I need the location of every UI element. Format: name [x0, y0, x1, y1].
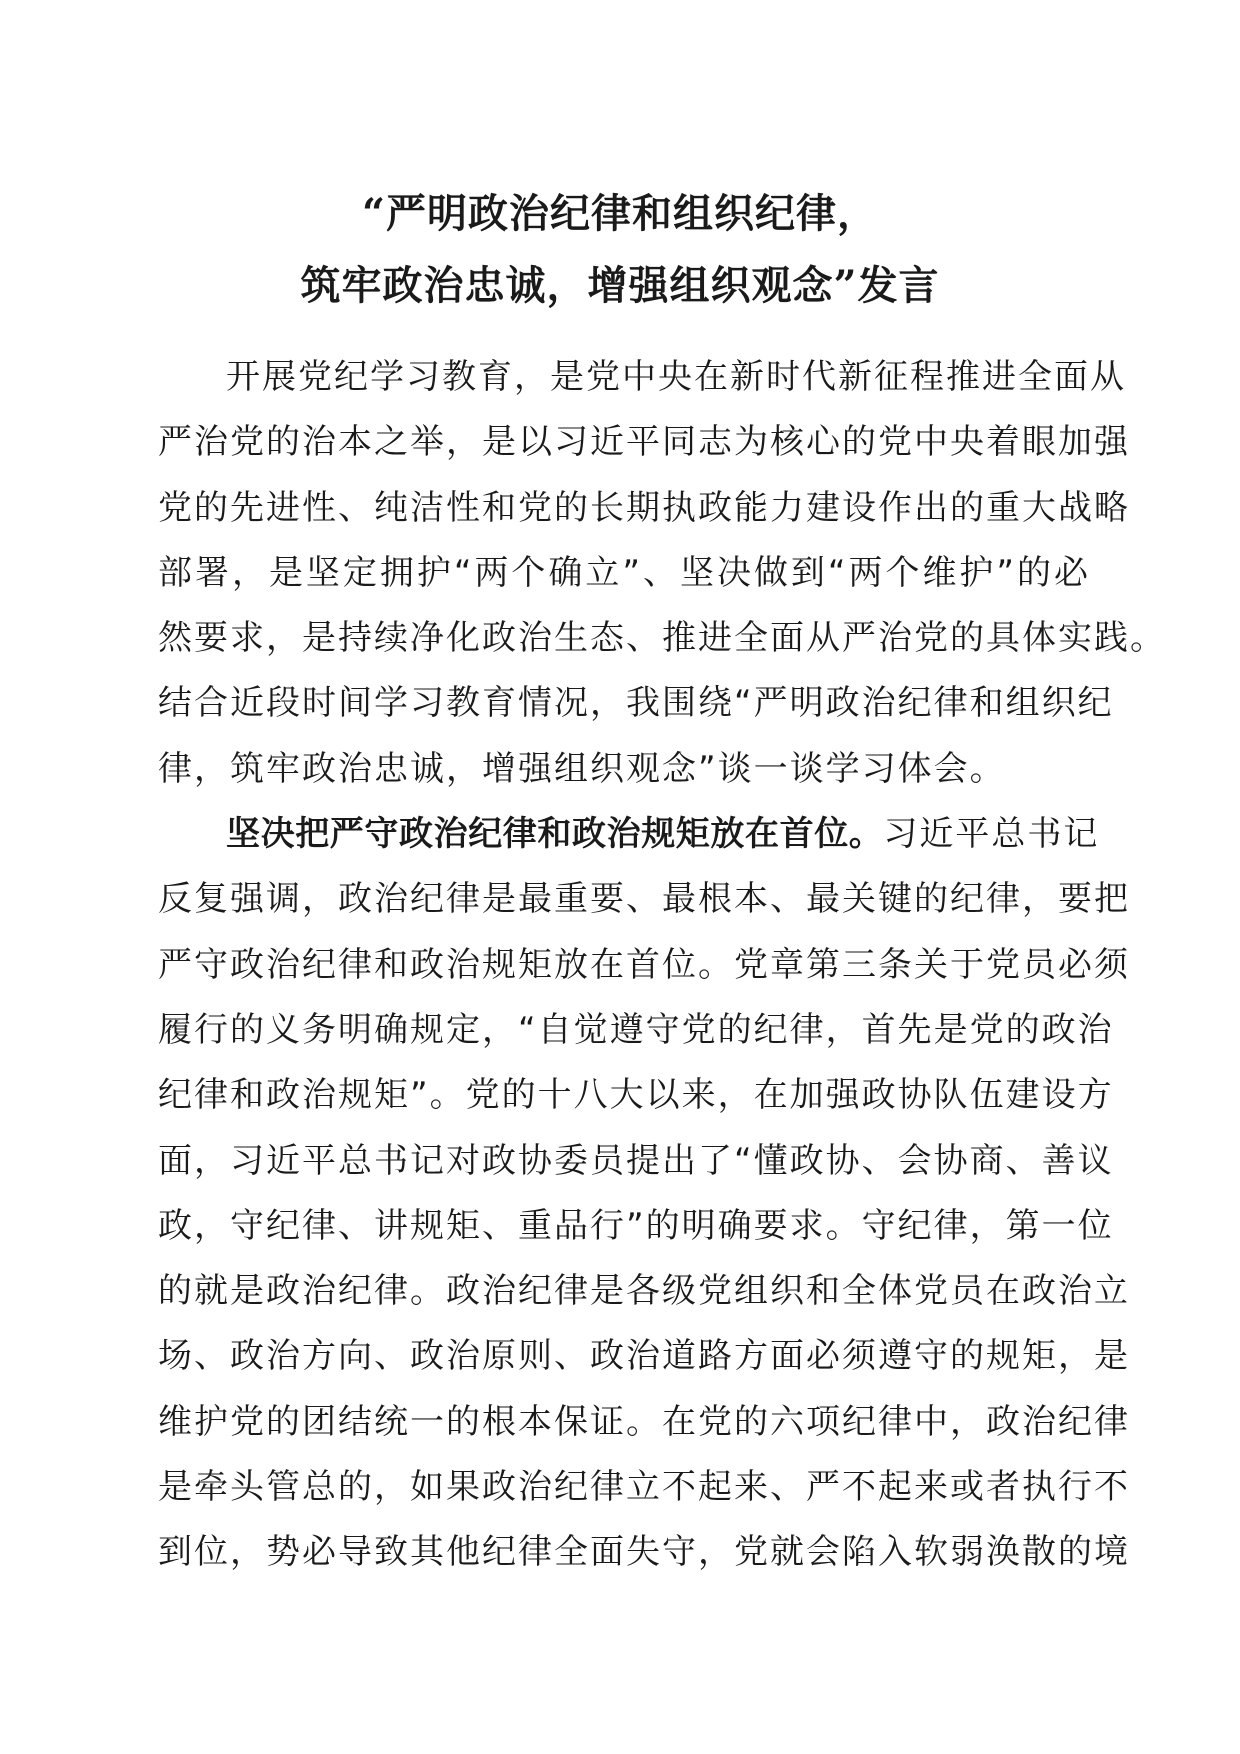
text-line: 然要求，是持续净化政治生态、推进全面从严治党的具体实践。: [158, 618, 1166, 659]
heading-continuation: 习近平总书记: [883, 814, 1100, 855]
text-line: 纪律和政治规矩”。党的十八大以来，在加强政协队伍建设方: [158, 1075, 1114, 1116]
text-line: 部署，是坚定拥护“两个确立”、坚决做到“两个维护”的必: [158, 552, 1090, 593]
text-line: 到位，势必导致其他纪律全面失守，党就会陷入软弱涣散的境: [158, 1532, 1130, 1573]
text-line: 政，守纪律、讲规矩、重品行”的明确要求。守纪律，第一位: [158, 1205, 1114, 1246]
text-line: 反复强调，政治纪律是最重要、最根本、最关键的纪律，要把: [158, 879, 1130, 920]
text-line: 结合近段时间学习教育情况，我围绕“严明政治纪律和组织纪: [158, 683, 1114, 724]
text-line: 是牵头管总的，如果政治纪律立不起来、严不起来或者执行不: [158, 1467, 1130, 1508]
title-line-1: “严明政治纪律和组织纪律，: [361, 190, 878, 237]
text-line: 履行的义务明确规定，“自觉遵守党的纪律，首先是党的政治: [158, 1009, 1114, 1050]
section-heading: 坚决把严守政治纪律和政治规矩放在首位。: [226, 814, 884, 855]
intro-paragraph: [158, 345, 1166, 802]
document-body: [158, 345, 1166, 1586]
text-line: 面，习近平总书记对政协委员提出了“懂政协、会协商、善议: [158, 1140, 1114, 1181]
text-line: 维护党的团结统一的根本保证。在党的六项纪律中，政治纪律: [158, 1401, 1130, 1442]
text-line: 严治党的治本之举，是以习近平同志为核心的党中央着眼加强: [158, 422, 1130, 463]
text-line: 严守政治纪律和政治规矩放在首位。党章第三条关于党员必须: [158, 944, 1130, 985]
text-line: [158, 802, 1100, 867]
title-line-2: 筑牢政治忠诚，增强组织观念”发言: [300, 262, 940, 309]
document-title: [150, 178, 1090, 322]
text-line: 党的先进性、纯洁性和党的长期执政能力建设作出的重大战略: [158, 487, 1130, 528]
text-line: 开展党纪学习教育，是党中央在新时代新征程推进全面从: [226, 357, 1126, 397]
text-line: 的就是政治纪律。政治纪律是各级党组织和全体党员在政治立: [158, 1271, 1130, 1312]
political-discipline-paragraph: [158, 802, 1130, 1586]
text-line: 场、政治方向、政治原则、政治道路方面必须遵守的规矩，是: [158, 1336, 1130, 1377]
text-line: 律，筑牢政治忠诚，增强组织观念”谈一谈学习体会。: [158, 748, 1006, 789]
